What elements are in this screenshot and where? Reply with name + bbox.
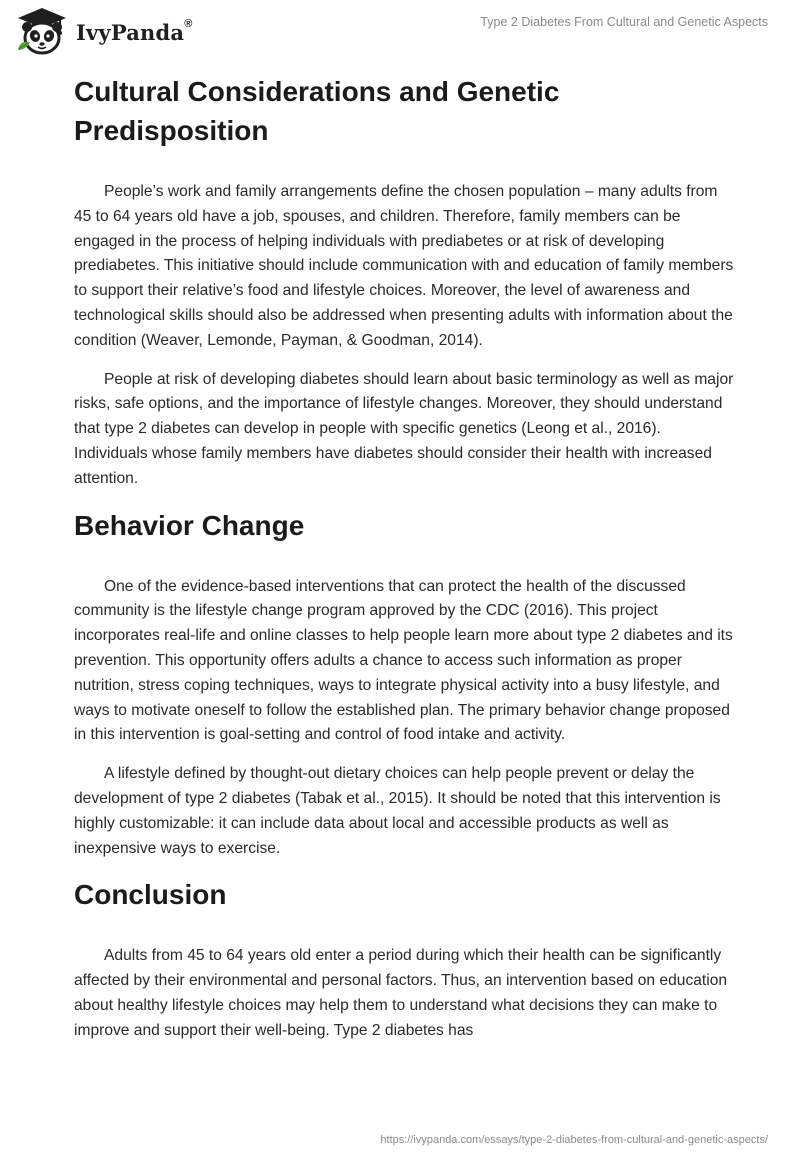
page-header bbox=[0, 0, 800, 60]
section-heading-cultural-considerations: Cultural Considerations and Genetic Predisposition bbox=[74, 76, 560, 146]
essay-content bbox=[74, 72, 734, 1058]
paragraph: People at risk of developing diabetes should learn about basic terminology as well as major risks, safe options, and the importance of lifestyle changes. Moreover, they should understand that type 2 diabetes can develop in people with specific genetics (Leong et al., 2016). Individuals whose family members have diabetes should consider their health with increased attention. bbox=[74, 370, 734, 487]
registered-mark: ® bbox=[184, 17, 193, 30]
section-heading-behavior-change: Behavior Change bbox=[74, 509, 305, 541]
source-url[interactable]: https://ivypanda.com/essays/type-2-diabetes-from-cultural-and-genetic-aspects/ bbox=[380, 1134, 768, 1146]
panda-graduate-icon bbox=[14, 6, 70, 56]
section-heading-conclusion: Conclusion bbox=[74, 879, 227, 911]
paragraph: People’s work and family arrangements define the chosen population – many adults from 45 to 64 years old have a job, spouses, and children. Therefore, family members can be engaged in the process of helping individuals with prediabetes or at risk of developing prediabetes. This initiative should include communication with and education of family members to support their relative’s food and lifestyle choices. Moreover, the level of awareness and technological skills should also be addressed when presenting adults with information about the condition (Weaver, Lemonde, Payman, & Goodman, 2014). bbox=[74, 183, 734, 349]
paragraph: A lifestyle defined by thought-out dietary choices can help people prevent or delay the development of type 2 diabetes (Tabak et al., 2015). It should be noted that this intervention is highly customizable: it can include data about local and accessible products as well as inexpensive ways to exercise. bbox=[74, 765, 721, 857]
paragraph: One of the evidence-based interventions that can protect the health of the discussed community is the lifestyle change program approved by the CDC (2016). This project incorporates real-life and online classes to help people learn more about type 2 diabetes and its prevention. This opportunity offers adults a chance to access such information as proper nutrition, stress coping techniques, ways to integrate physical activity into a busy lifestyle, and ways to motivate oneself to follow the established plan. The primary behavior change proposed in this intervention is goal-setting and control of food intake and activity. bbox=[74, 577, 733, 744]
ivypanda-logo[interactable] bbox=[14, 6, 193, 56]
brand-name bbox=[76, 17, 193, 45]
paragraph: Adults from 45 to 64 years old enter a period during which their health can be significantly affected by their environmental and personal factors. Thus, an intervention based on education about healthy lifestyle choices may help them to understand what decisions they can make to improve and support their well-being. Type 2 diabetes has bbox=[74, 947, 728, 1039]
brand-name-text: IvyPanda bbox=[76, 19, 185, 45]
document-title: Type 2 Diabetes From Cultural and Genetic Aspects bbox=[480, 15, 768, 29]
